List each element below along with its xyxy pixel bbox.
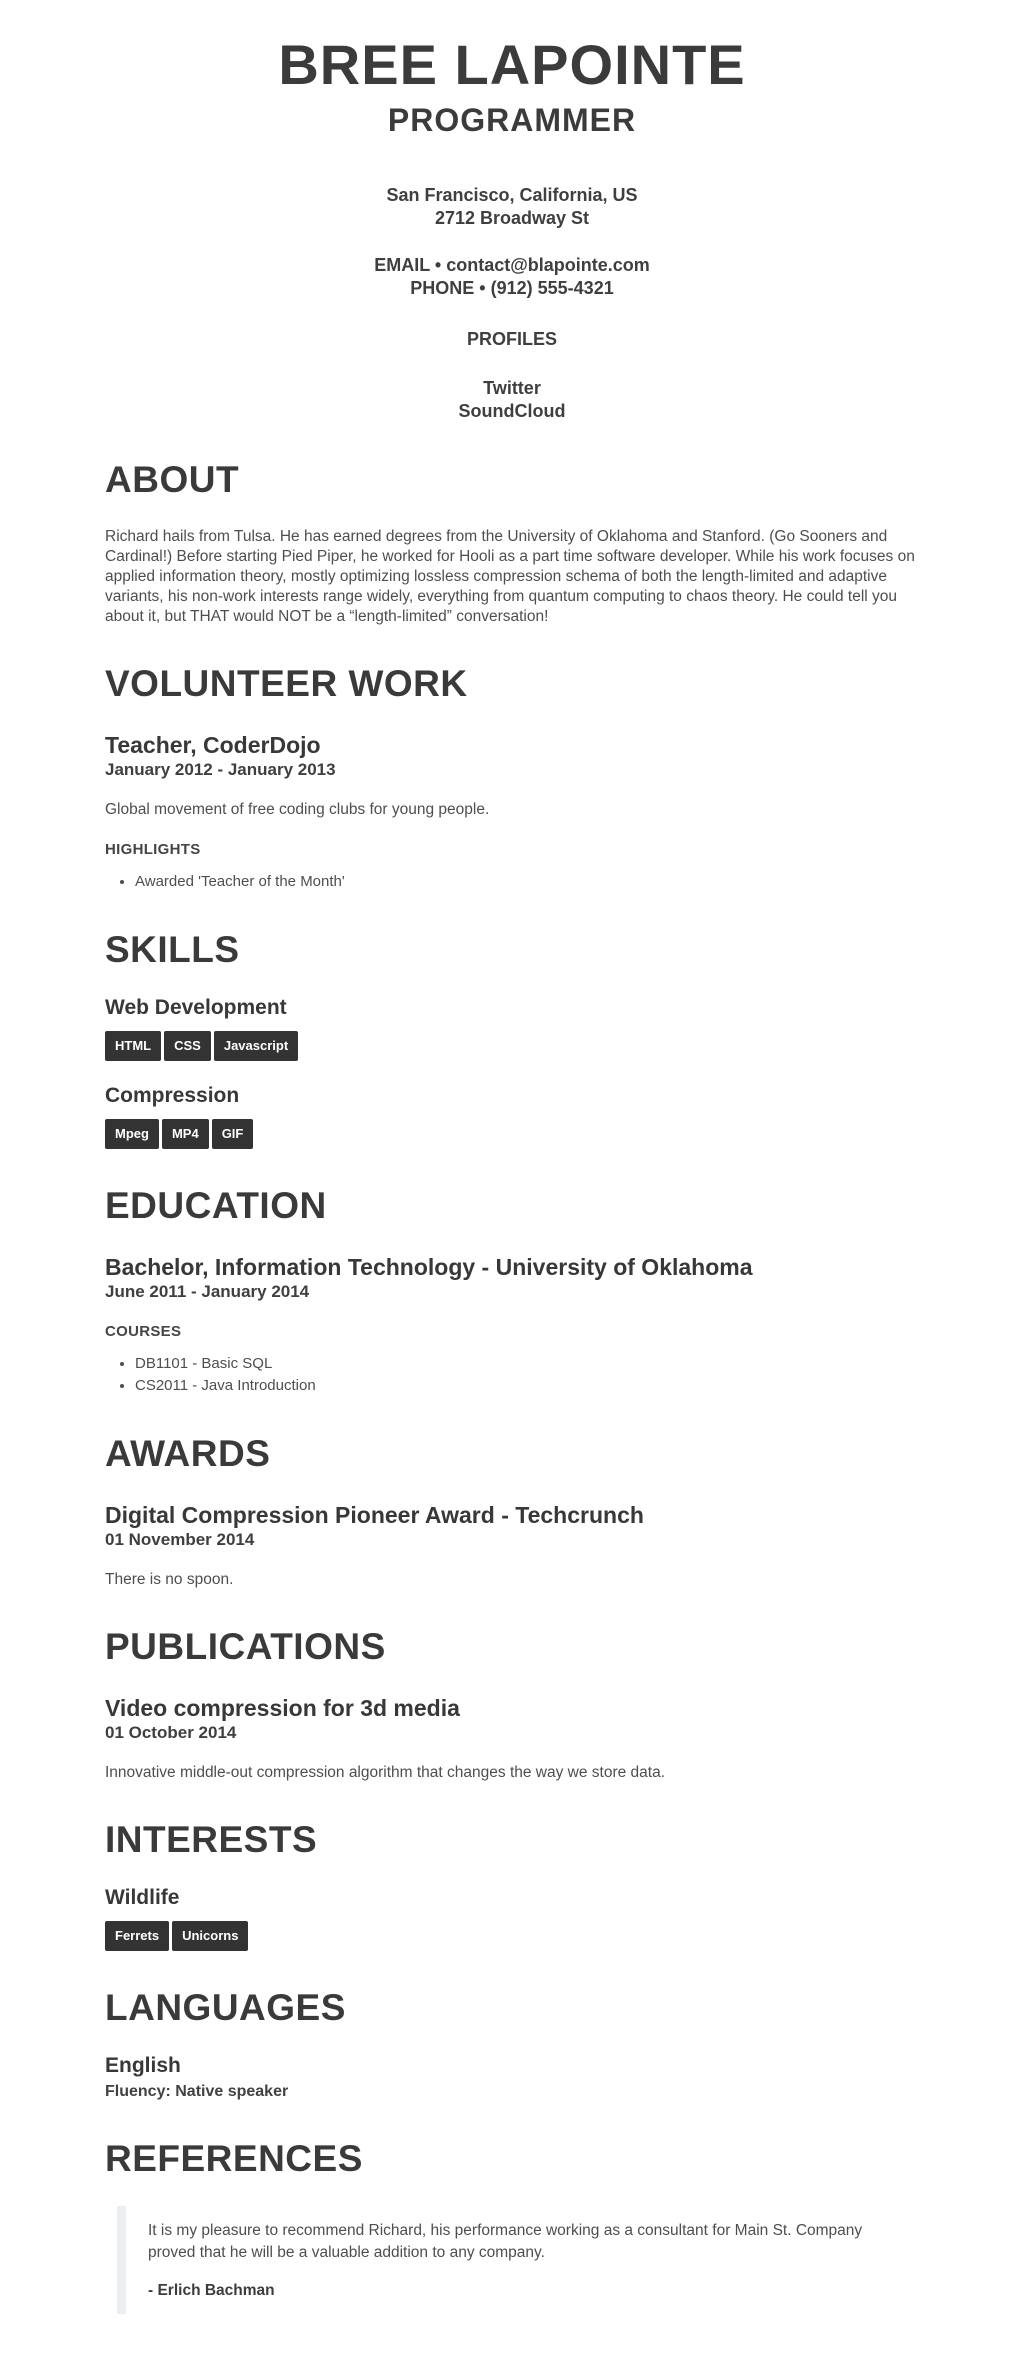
profile-links xyxy=(105,377,919,423)
contact-location-street: 2712 Broadway St xyxy=(434,208,590,228)
section-interests xyxy=(105,1817,919,1951)
language-fluency: Fluency: Native speaker xyxy=(105,2083,289,2100)
section-heading-languages: LANGUAGES xyxy=(105,1987,346,2028)
resume-header xyxy=(105,33,919,423)
reference-attribution: - Erlich Bachman xyxy=(148,2282,275,2299)
phone-value: (912) 555-4321 xyxy=(490,278,614,298)
section-heading-education: EDUCATION xyxy=(105,1185,327,1226)
section-heading-interests: INTERESTS xyxy=(105,1819,318,1860)
skill-tag: GIF xyxy=(212,1119,254,1149)
language-item xyxy=(105,2053,919,2102)
phone-label: PHONE xyxy=(410,278,475,298)
section-heading-publications: PUBLICATIONS xyxy=(105,1626,386,1667)
interest-tags xyxy=(105,1921,919,1951)
contact-phone-line xyxy=(105,277,919,300)
education-item-dates: June 2011 - January 2014 xyxy=(105,1282,310,1301)
skill-group-compression xyxy=(105,1083,919,1149)
volunteer-item-title: Teacher, CoderDojo xyxy=(105,732,321,758)
section-volunteer-work xyxy=(105,661,919,893)
skill-group-web-development xyxy=(105,995,919,1061)
publication-item xyxy=(105,1694,919,1783)
skill-tags xyxy=(105,1031,919,1061)
contact-address xyxy=(105,184,919,230)
section-awards xyxy=(105,1431,919,1590)
volunteer-item xyxy=(105,731,919,893)
language-name: English xyxy=(105,2054,181,2077)
interest-tag: Ferrets xyxy=(105,1921,169,1951)
award-item-summary: There is no spoon. xyxy=(105,1571,234,1588)
contact-location-city: San Francisco, California, US xyxy=(386,185,638,205)
section-references xyxy=(105,2136,919,2314)
courses-list xyxy=(105,1353,919,1397)
email-label: EMAIL xyxy=(374,255,430,275)
email-value: contact@blapointe.com xyxy=(446,255,650,275)
highlights-label: HIGHLIGHTS xyxy=(105,841,201,858)
reference-quote: It is my pleasure to recommend Richard, his performance working as a consultant for Main St. Company proved that he will be a valuable addition to any company. xyxy=(148,2222,863,2261)
profile-link-soundcloud[interactable]: SoundCloud xyxy=(458,401,566,421)
interest-tag: Unicorns xyxy=(172,1921,248,1951)
skill-tag: MP4 xyxy=(162,1119,209,1149)
about-text: Richard hails from Tulsa. He has earned degrees from the University of Oklahoma and Stanford. (Go Sooners and Cardinal!) Before starting Pied Piper, he worked for Hooli as a part time software developer. While his work focuses on applied information theory, mostly optimizing lossless compression schema of both the length-limited and adaptive variants, his non-work interests range widely, everything from quantum computing to chaos theory. He could tell you about it, but THAT would NOT be a “length-limited” conversation! xyxy=(105,528,915,625)
section-publications xyxy=(105,1624,919,1783)
education-item-title: Bachelor, Information Technology - University of Oklahoma xyxy=(105,1254,753,1280)
contact-methods xyxy=(105,254,919,300)
section-heading-about: ABOUT xyxy=(105,459,240,500)
education-item xyxy=(105,1253,919,1397)
dot-separator: • xyxy=(479,278,486,298)
skill-tag: Javascript xyxy=(214,1031,298,1061)
reference-item xyxy=(117,2206,919,2314)
award-item xyxy=(105,1501,919,1590)
resume-name: BREE LAPOINTE xyxy=(278,33,746,96)
skill-tag: Mpeg xyxy=(105,1119,159,1149)
profiles-label: PROFILES xyxy=(466,329,557,349)
publication-item-date: 01 October 2014 xyxy=(105,1723,237,1742)
highlight-item: • Awarded 'Teacher of the Month' xyxy=(135,871,919,893)
courses-label: COURSES xyxy=(105,1323,182,1340)
section-heading-skills: SKILLS xyxy=(105,929,240,970)
resume-role: PROGRAMMER xyxy=(387,102,637,138)
section-heading-volunteer-work: VOLUNTEER WORK xyxy=(105,663,468,704)
skill-tag: CSS xyxy=(164,1031,211,1061)
award-item-title: Digital Compression Pioneer Award - Techcrunch xyxy=(105,1502,644,1528)
volunteer-item-summary: Global movement of free coding clubs for young people. xyxy=(105,801,490,818)
profile-link-twitter[interactable]: Twitter xyxy=(483,378,541,398)
course-item: • DB1101 - Basic SQL xyxy=(135,1353,919,1375)
award-item-date: 01 November 2014 xyxy=(105,1530,255,1549)
resume-page xyxy=(105,0,919,2314)
volunteer-item-dates: January 2012 - January 2013 xyxy=(105,760,336,779)
skill-tags xyxy=(105,1119,919,1149)
skill-group-name: Compression xyxy=(105,1084,240,1107)
publication-item-title: Video compression for 3d media xyxy=(105,1695,460,1721)
section-heading-references: REFERENCES xyxy=(105,2138,363,2179)
skill-group-name: Web Development xyxy=(105,996,287,1019)
contact-email-line xyxy=(105,254,919,277)
course-item: • CS2011 - Java Introduction xyxy=(135,1375,919,1397)
section-education xyxy=(105,1183,919,1397)
highlights-list xyxy=(105,871,919,893)
section-skills xyxy=(105,927,919,1149)
skill-tag: HTML xyxy=(105,1031,161,1061)
interest-group-name: Wildlife xyxy=(105,1886,180,1909)
interest-group-wildlife xyxy=(105,1885,919,1951)
section-languages xyxy=(105,1985,919,2102)
publication-item-summary: Innovative middle-out compression algorithm that changes the way we store data. xyxy=(105,1764,666,1781)
section-about xyxy=(105,457,919,627)
section-heading-awards: AWARDS xyxy=(105,1433,271,1474)
dot-separator: • xyxy=(434,255,442,275)
